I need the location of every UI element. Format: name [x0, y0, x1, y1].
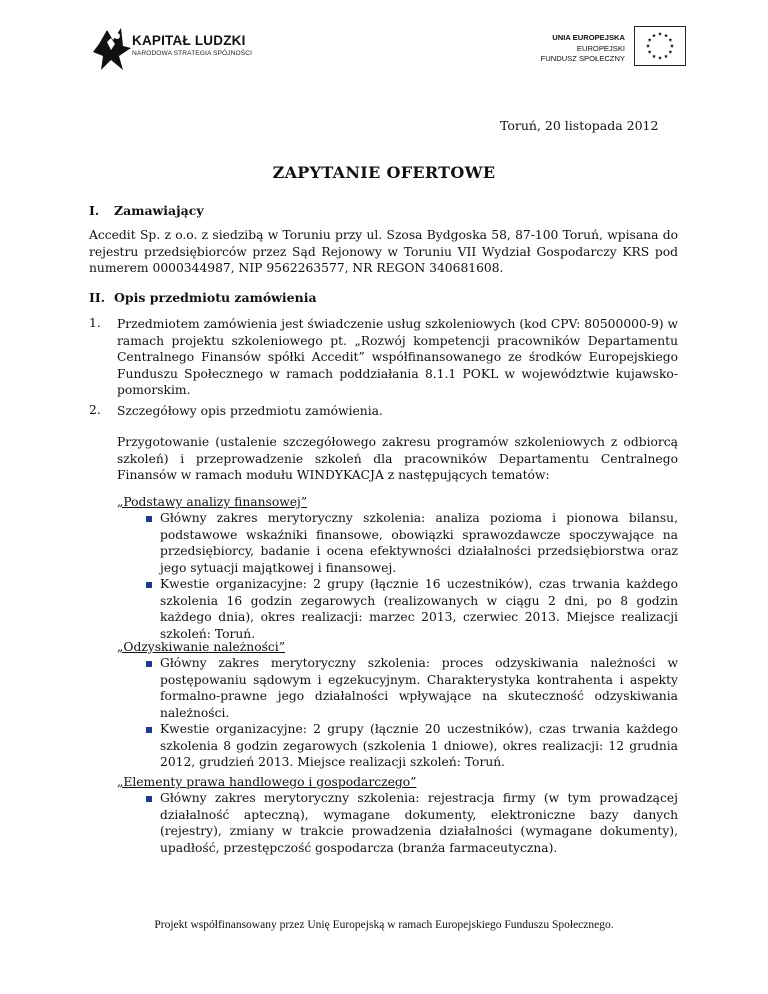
training-intro: Przygotowanie (ustalenie szczegółowego zakresu programów szkoleniowych z odbiorcą szkoleń) i przeprowadzenie szkoleń dla pracowników Departamentu Centralnego Finansów w ramach modułu WINDYKACJA z następujących tematów: [117, 435, 678, 483]
section-1-number: I. [89, 203, 100, 218]
topic-1-bullet-1: Główny zakres merytoryczny szkolenia: analiza pozioma i pionowa bilansu, podstawowe wskaźniki finansowe, obowiązki sprawozdawcze spoczywające na przedsiębiorcy, badanie i ocena efektywności działalności przedsiębiorstwa oraz jego sytuacji majątkowej i finansowej. [160, 511, 678, 575]
kapital-ludzki-text [132, 33, 252, 57]
page-footer: Projekt współfinansowany przez Unię Europejską w ramach Europejskiego Funduszu Społecznego. [154, 919, 614, 931]
item-1-text: Przedmiotem zamówienia jest świadczenie usług szkoleniowych (kod CPV: 80500000-9) w ramach projektu szkoleniowego pt. „Rozwój kompetencji pracowników Departamentu Centralnego Finansów spółki Accedit” współfinansowanego ze środków Europejskiego Funduszu Społecznego w ramach poddziałania 8.1.1 POKL w województwie kujawsko-pomorskim. [117, 317, 678, 398]
section-2-number: II. [89, 290, 106, 305]
kl-title: KAPITAŁ LUDZKI [132, 33, 246, 48]
ue-line2: EUROPEJSKI [576, 43, 625, 53]
document-title: ZAPYTANIE OFERTOWE [272, 163, 496, 182]
section-1-label: Zamawiający [114, 203, 204, 218]
ue-line3: FUNDUSZ SPOŁECZNY [540, 54, 625, 63]
bullet-icon [146, 727, 152, 733]
topic-1-title: „Podstawy analizy finansowej” [117, 495, 308, 509]
document-date: Toruń, 20 listopada 2012 [500, 118, 659, 133]
topic-2-title: „Odzyskiwanie należności” [117, 640, 286, 654]
bullet-icon [146, 796, 152, 802]
section-1-text: Accedit Sp. z o.o. z siedzibą w Toruniu przy ul. Szosa Bydgoska 58, 87-100 Toruń, wpisana do rejestru przedsiębiorców przez Sąd Rejonowy w Toruniu VII Wydział Gospodarczy KRS pod numerem 0000344987, NIP 9562263577, NR REGON 340681608. [89, 228, 678, 276]
topic-3-title: „Elementy prawa handlowego i gospodarczego” [117, 775, 417, 789]
topic-2-bullet-2: Kwestie organizacyjne: 2 grupy (łącznie 20 uczestników), czas trwania każdego szkolenia 8 godzin zegarowych (szkolenia 1 dniowe), okres realizacji: 12 grudnia 2012, grudzień 2013. Miejsce realizacji szkoleń: Toruń. [160, 722, 678, 770]
section-2-label: Opis przedmiotu zamówienia [114, 290, 317, 305]
item-2-number: 2. [89, 403, 101, 417]
bullet-icon [146, 661, 152, 667]
item-1-number: 1. [89, 316, 101, 330]
bullet-icon [146, 582, 152, 588]
ue-line1: UNIA EUROPEJSKA [552, 33, 625, 42]
bullet-icon [146, 516, 152, 522]
topic-3-bullet-1: Główny zakres merytoryczny szkolenia: rejestracja firmy (w tym prowadzącej działalność apteczną), wymagane dokumenty, elektroniczne bazy danych (rejestry), zmiany w trakcie prowadzenia działalności (wymagane dokumenty), upadłość, przestępczość gospodarcza (branża farmaceutyczna). [160, 791, 678, 855]
item-2-text: Szczegółowy opis przedmiotu zamówienia. [117, 404, 383, 418]
topic-1-bullet-2: Kwestie organizacyjne: 2 grupy (łącznie 16 uczestników), czas trwania każdego szkolenia 16 godzin zegarowych (realizowanych w ciągu 2 dni, po 8 godzin każdego dnia), okres realizacji: marzec 2013, czerwiec 2013. Miejsce realizacji szkoleń: Toruń. [160, 577, 678, 641]
eu-flag-icon [634, 26, 686, 66]
kl-subtitle: NARODOWA STRATEGIA SPÓJNOŚCI [132, 50, 253, 57]
topic-2-bullet-1: Główny zakres merytoryczny szkolenia: proces odzyskiwania należności w postępowaniu sądowym i egzekucyjnym. Charakterystyka kontrahenta i aspekty formalno-prawne jego działalności wpływające na skuteczność odzyskiwania należności. [160, 656, 678, 720]
ue-text [520, 33, 625, 65]
